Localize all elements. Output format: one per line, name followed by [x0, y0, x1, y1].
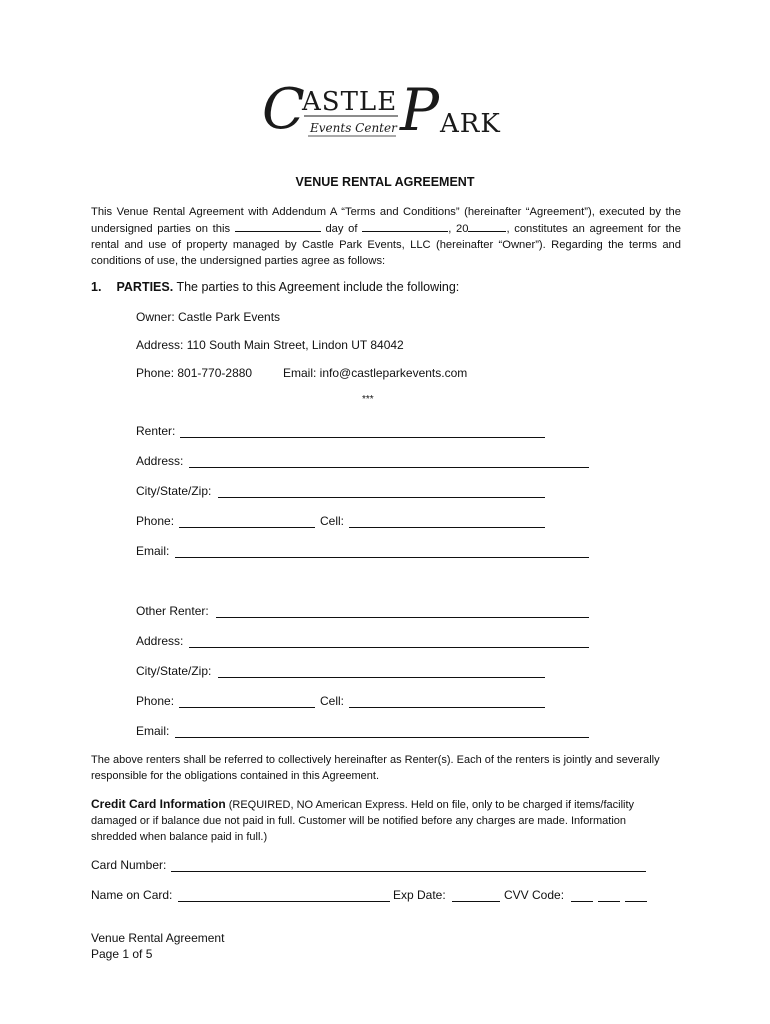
renter-label: Renter: — [136, 424, 176, 438]
renter-phone-field[interactable] — [179, 527, 315, 528]
renter-cell-label: Cell: — [320, 514, 345, 528]
other-renter-cell-field[interactable] — [349, 707, 545, 708]
owner-address-line: Address: 110 South Main Street, Lindon UT 84042 — [136, 338, 404, 352]
section-parties-heading — [91, 280, 459, 294]
renter-address-field[interactable] — [189, 467, 589, 468]
other-renter-cell-label: Cell: — [320, 694, 345, 708]
exp-date-label: Exp Date: — [393, 888, 446, 902]
renter-phone-label: Phone: — [136, 514, 175, 528]
other-renter-address-label: Address: — [136, 634, 184, 648]
other-renter-phone-label: Phone: — [136, 694, 175, 708]
footer-page-number: Page 1 of 5 — [91, 947, 153, 961]
intro-text-1: This Venue Rental Agreement with Addendum A “Terms and Conditions” (hereinafter “Agreement”), executed by the undersigned parties on this — [91, 206, 681, 235]
logo-events-center: Events Center — [310, 121, 397, 135]
credit-card-text: (REQUIRED, NO American Express. Held on file, only to be charged if items/facility damaged or if balance due not paid in full. Customer will be notified before any charges are made. Information shredded when balance paid in full.) — [91, 799, 635, 843]
other-renter-city-field[interactable] — [218, 677, 545, 678]
separator-stars: *** — [362, 394, 374, 405]
logo-big-c: C — [262, 77, 305, 142]
section-text: The parties to this Agreement include the following: — [173, 280, 460, 294]
intro-text-3: , 20 — [448, 223, 469, 235]
footer-doc-name: Venue Rental Agreement — [91, 931, 225, 945]
section-label: PARTIES. — [116, 280, 174, 294]
intro-paragraph — [91, 204, 681, 269]
card-number-label: Card Number: — [91, 858, 167, 872]
credit-card-paragraph — [91, 796, 671, 845]
renter-email-field[interactable] — [175, 557, 589, 558]
cvv-digit-3-field[interactable] — [625, 901, 647, 902]
other-renter-city-label: City/State/Zip: — [136, 664, 212, 678]
other-renter-phone-field[interactable] — [179, 707, 315, 708]
other-renter-email-field[interactable] — [175, 737, 589, 738]
document-title: VENUE RENTAL AGREEMENT — [295, 175, 475, 189]
renter-cell-field[interactable] — [349, 527, 545, 528]
month-blank[interactable] — [362, 220, 448, 232]
name-on-card-label: Name on Card: — [91, 888, 173, 902]
year-blank[interactable] — [468, 220, 506, 232]
owner-phone-line: Phone: 801-770-2880 — [136, 366, 253, 380]
section-number: 1. — [91, 280, 102, 294]
logo-big-p: P — [400, 76, 440, 144]
cvv-digit-2-field[interactable] — [598, 901, 620, 902]
name-on-card-field[interactable] — [178, 901, 390, 902]
exp-date-field[interactable] — [452, 901, 500, 902]
castle-park-logo — [262, 76, 512, 144]
page-footer — [91, 930, 224, 962]
card-number-field[interactable] — [171, 871, 646, 872]
day-blank[interactable] — [235, 220, 321, 232]
other-renter-address-field[interactable] — [189, 647, 589, 648]
logo-ark: ARK — [440, 109, 501, 139]
renter-address-label: Address: — [136, 454, 184, 468]
owner-email-line: Email: info@castleparkevents.com — [283, 366, 468, 380]
renter-name-field[interactable] — [180, 437, 545, 438]
renter-email-label: Email: — [136, 544, 170, 558]
other-renter-email-label: Email: — [136, 724, 170, 738]
owner-line: Owner: Castle Park Events — [136, 310, 281, 324]
renter-city-label: City/State/Zip: — [136, 484, 212, 498]
cvv-digit-1-field[interactable] — [571, 901, 593, 902]
cvv-label: CVV Code: — [504, 888, 565, 902]
other-renter-name-field[interactable] — [216, 617, 589, 618]
intro-text-4: , constitutes an agreement for the rental and use of property managed by Castle Park Events, LLC (hereinafter “Owner”). Regarding the terms and conditions of use, the undersigned parties agree as follows: — [91, 223, 682, 267]
intro-text-2: day of — [325, 223, 358, 235]
credit-card-title: Credit Card Information — [91, 797, 226, 811]
renters-paragraph: The above renters shall be referred to collectively hereinafter as Renter(s). Each of the renters is jointly and severally responsible for the obligations contained in this Agreement. — [91, 754, 660, 782]
renter-city-field[interactable] — [218, 497, 545, 498]
other-renter-label: Other Renter: — [136, 604, 209, 618]
logo-astle: ASTLE — [302, 87, 398, 117]
